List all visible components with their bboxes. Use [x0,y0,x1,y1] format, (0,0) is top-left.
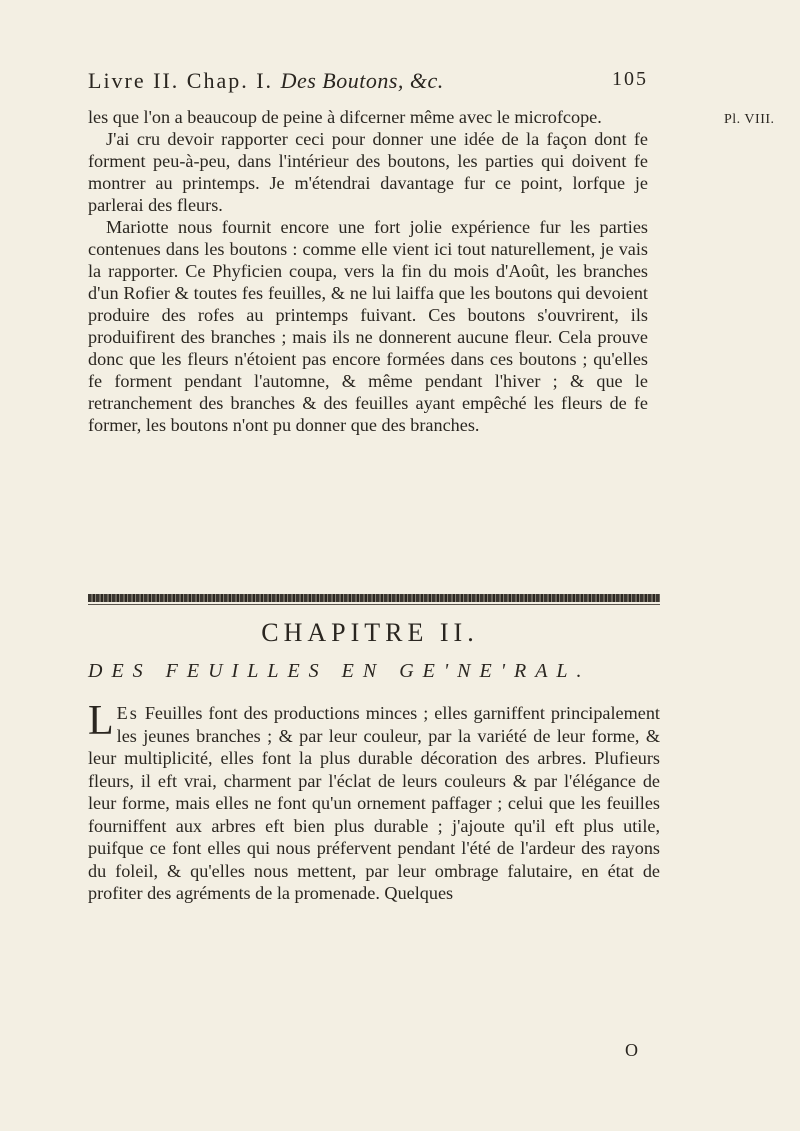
drop-cap: L [88,698,114,744]
divider [88,604,660,605]
paragraph: Mariotte nous fournit encore une fort jolie expérience fur les parties contenues dans les boutons : comme elle vient ici tout naturellement, je vais la rapporter. Ce Phyficien coupa, vers la fin du mois d'Août, les branches d'un Rofier & toutes fes feuilles, & ne lui laiffa que les boutons qui devoient produire des rofes au printemps fuivant. Ces boutons s'ouvrirent, ils produifirent des branches ; mais ils ne donnerent aucune fleur. Cela prouve donc que les fleurs n'étoient pas encore formées dans ces boutons ; qu'elles fe forment pendant l'automne, & même pendant l'hiver ; & que le retranchement des branches & des feuilles ayant empêché les fleurs de fe former, les boutons n'ont pu donner que des branches. [88,217,648,435]
chapter-title: CHAPITRE II. [261,618,479,647]
running-head [88,68,648,94]
chapter-body [88,698,660,905]
chapter-subtitle: DES FEUILLES EN GE'NE'RAL. [88,660,591,682]
catchword: O [625,1040,638,1060]
book-number: Livre II. [88,68,180,93]
intro-word: Es [116,703,139,723]
chapter-paragraph-text: Feuilles font des productions minces ; elles garniffent principalement les jeunes branches ; & par leur couleur, par la variété de leur forme, & leur multiplicité, elles font la plus durable décoration des arbres. Plufieurs fleurs, il eft vrai, charment par l'éclat de leurs couleurs & par l'élégance de leur forme, mais elles ne font qu'un ornement paffager ; celui que les feuilles fourniffent aux arbres eft bien plus durable ; j'ajoute qu'il eft plus utile, puifque ce font elles qui nous préfervent pendant l'été de l'ardeur des rayons du foleil, & qu'elles nous mettent, par leur ombrage falutaire, en état de profiter des agréments de la promenade. Quelques [88,703,660,903]
plate-reference: Pl. VIII. [724,112,775,127]
chapter-number: Chap. I. [186,68,274,93]
running-title: Des Boutons, &c. [280,68,444,93]
page-number: 105 [612,68,648,90]
paragraph-continuation: les que l'on a beaucoup de peine à difcerner même avec le microfcope. [88,107,602,127]
decorative-rule [88,594,660,602]
paragraph: J'ai cru devoir rapporter ceci pour donner une idée de la façon dont fe forment peu-à-peu, dans l'intérieur des boutons, les parties qui doivent fe montrer au printemps. Je m'étendrai davantage fur ce point, lorfque je parlerai des fleurs. [88,129,648,215]
chapter-paragraph [88,698,660,905]
text-block [88,106,648,436]
